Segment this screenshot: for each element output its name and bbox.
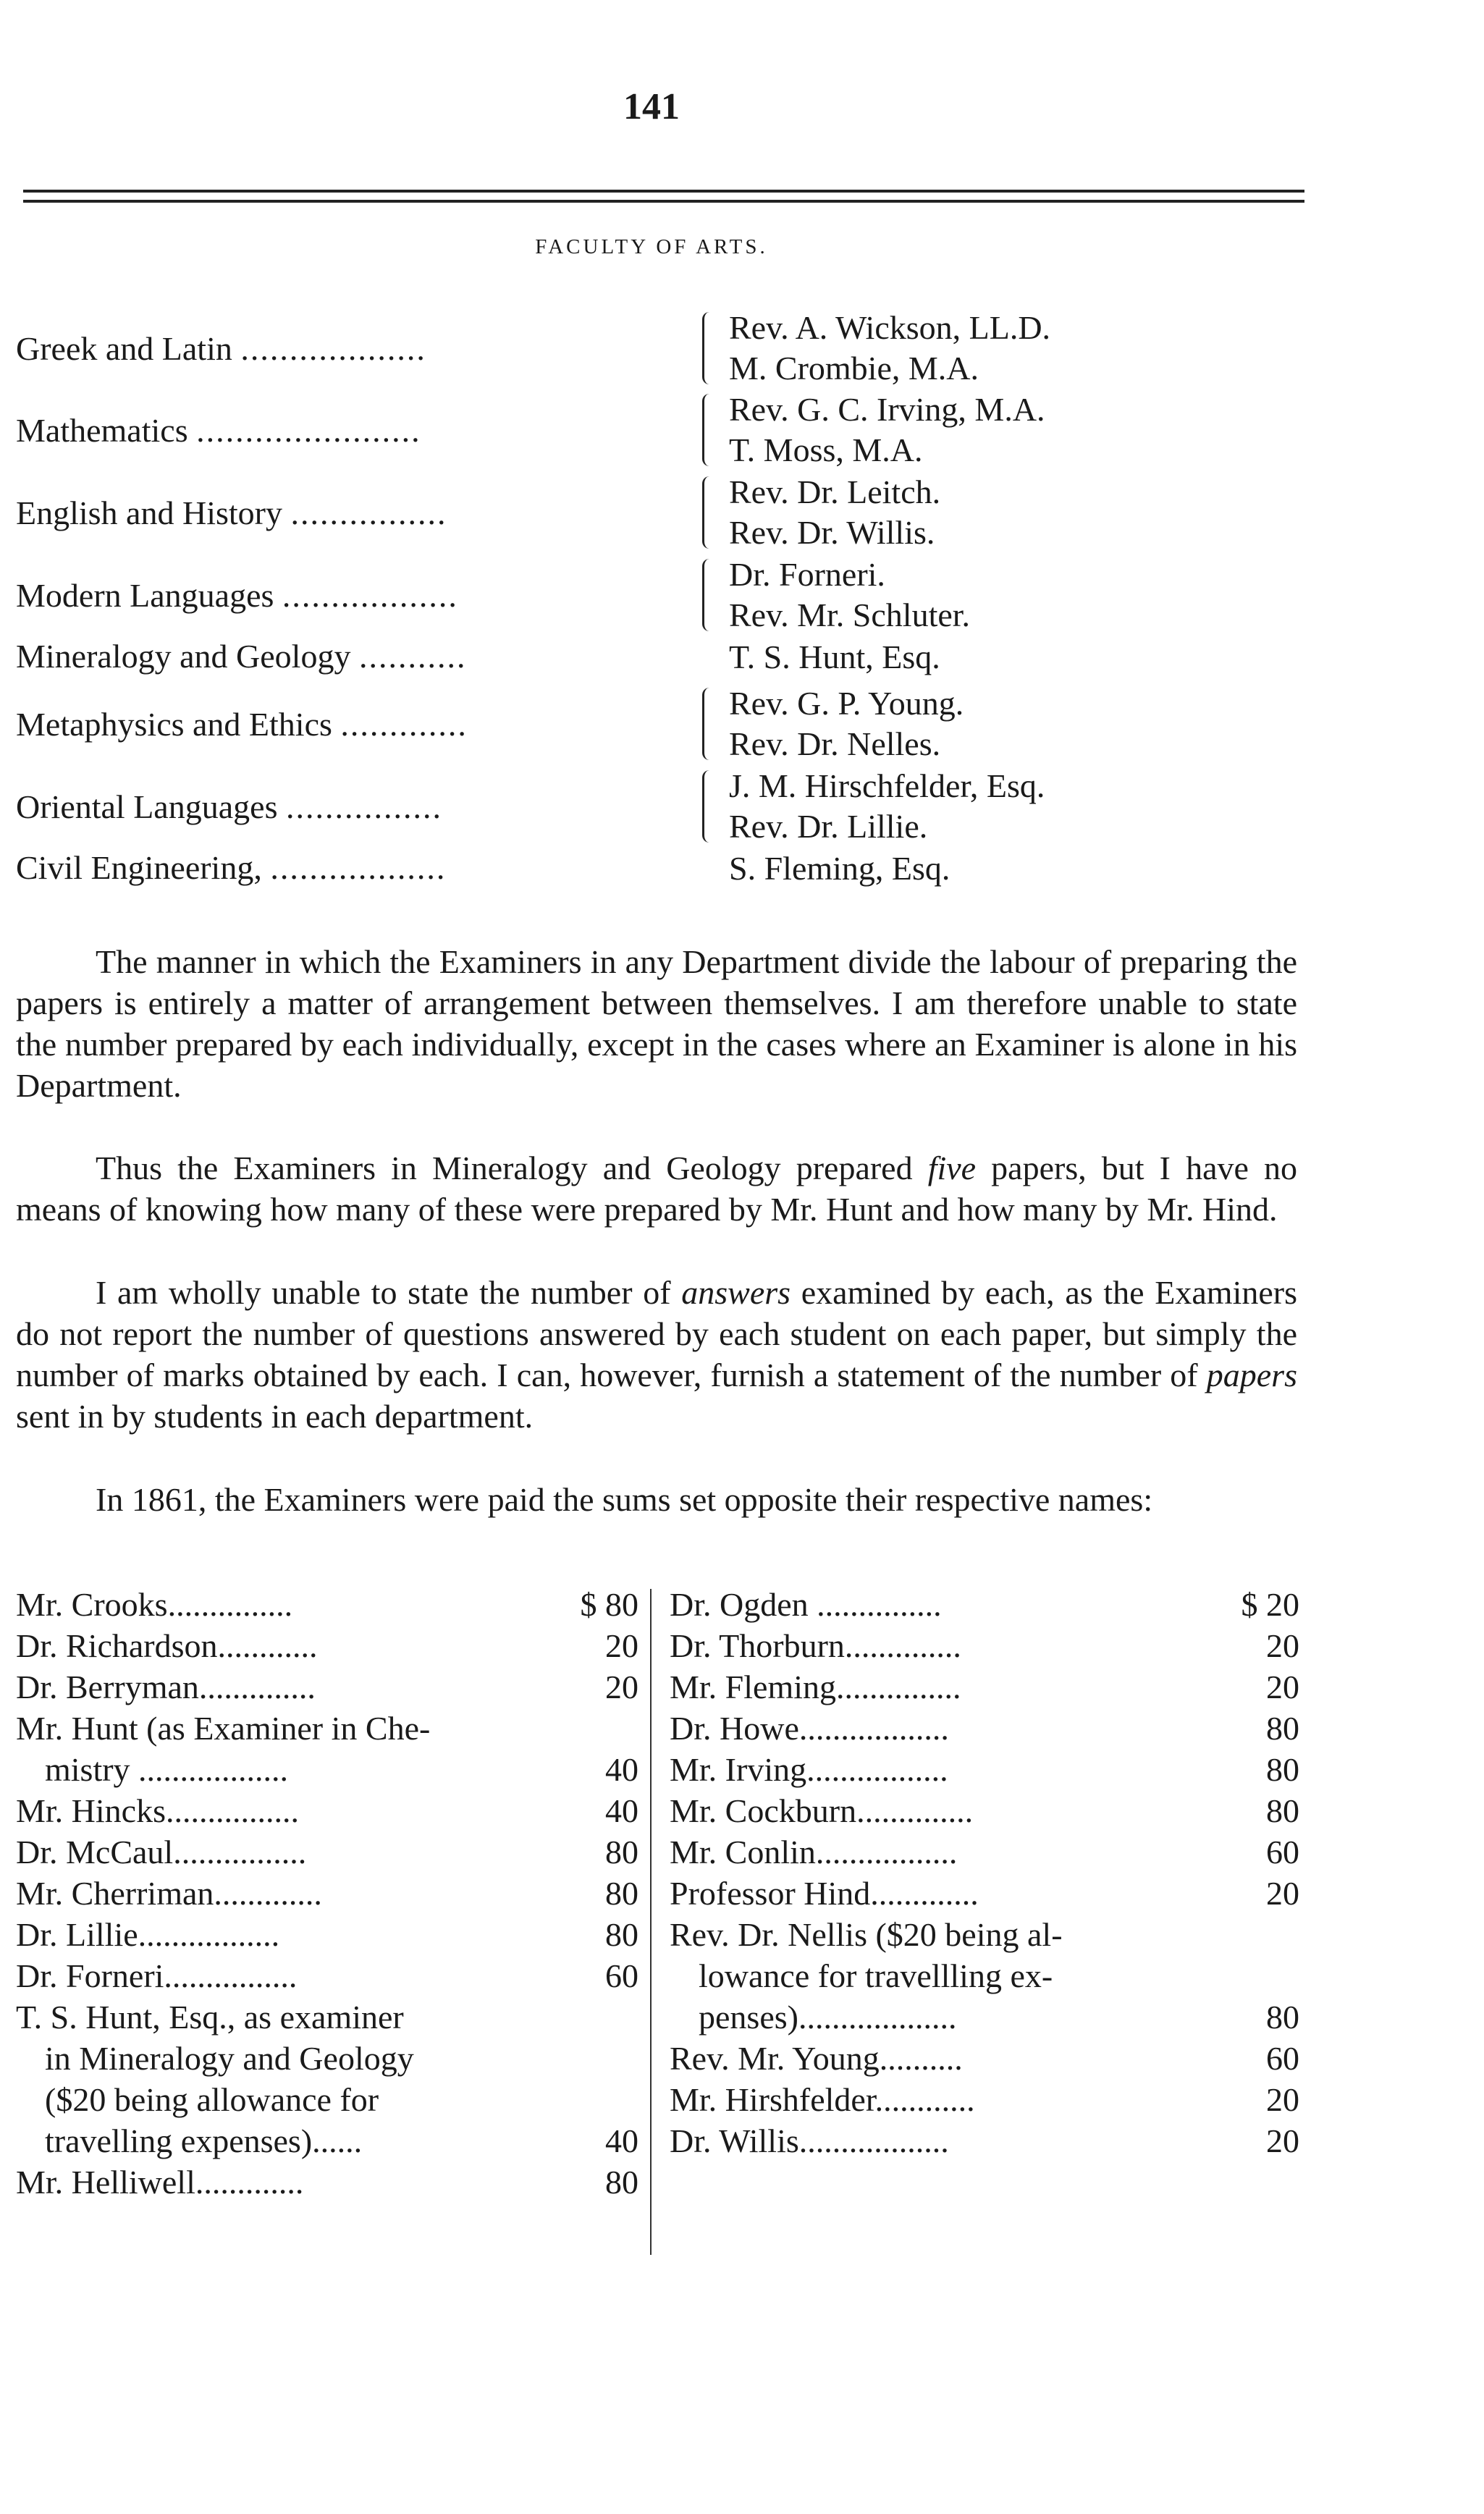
payment-amount: 20 [1266,2122,1299,2159]
payment-row [16,1790,638,1831]
payment-row [16,1955,638,1996]
page-number: 141 [623,86,680,127]
payment-amount: 60 [605,1957,638,1994]
payment-row [670,1625,1299,1666]
faculty-examiners [729,637,940,678]
payee-name: mistry .................. [45,1751,289,1788]
payment-amount: $ 20 [1241,1586,1299,1623]
payment-row [670,1790,1299,1831]
examiner-name: Dr. Forneri. [729,556,885,593]
payment-amount: 40 [605,2122,638,2159]
payment-row [670,1666,1299,1708]
payment-row [16,1914,638,1955]
payee-name: ($20 being allowance for [45,2081,379,2118]
faculty-subject: English and History ................ [16,494,447,531]
payee-name: Professor Hind............. [670,1875,979,1912]
payment-row [670,2079,1299,2120]
payment-row [16,1625,638,1666]
examiner-name: T. S. Hunt, Esq. [729,638,940,675]
payment-row [16,1666,638,1708]
payment-amount: 80 [1266,1710,1299,1747]
payment-row [16,2161,638,2203]
payment-amount: 20 [605,1627,638,1664]
payee-name: T. S. Hunt, Esq., as examiner [16,1999,404,2036]
payee-name: Mr. Fleming............... [670,1669,961,1705]
payment-amount: 80 [605,1916,638,1953]
payee-name: Mr. Cockburn.............. [670,1792,974,1829]
payment-row [670,1708,1299,1749]
examiner-name: Rev. A. Wickson, LL.D. [729,309,1051,346]
payee-name: Mr. Crooks............... [16,1586,293,1623]
paragraph: Thus the Examiners in Mineralogy and Geology prepared five papers, but I have no means of knowing how many of these were prepared by Mr. Hunt and how many by Mr. Hind. [16,1150,1297,1228]
payee-name: travelling expenses)...... [45,2122,363,2159]
payment-row [670,1831,1299,1873]
paragraph: I am wholly unable to state the number of answers examined by each, as the Examiners do not report the number of questions answered by each student on each paper, but simply the number of marks obtained by each. I can, however, furnish a statement of the number of papers sent in by students in each department. [16,1274,1297,1435]
examiner-name: T. Moss, M.A. [729,431,923,468]
payment-row [16,1831,638,1873]
examiner-name: Rev. Dr. Nelles. [729,725,941,762]
payment-amount: 80 [1266,1792,1299,1829]
examiner-name: M. Crombie, M.A. [729,350,979,387]
payment-amount: $ 80 [580,1586,638,1623]
payee-name: Rev. Mr. Young.......... [670,2040,963,2077]
payee-name: Dr. Ogden ............... [670,1586,942,1623]
payee-name: in Mineralogy and Geology [45,2040,414,2077]
payee-name: Dr. Forneri................ [16,1957,298,1994]
faculty-subject: Mineralogy and Geology ........... [16,638,467,675]
payee-name: Dr. Lillie................. [16,1916,280,1953]
faculty-subject: Mathematics ....................... [16,412,421,449]
payee-name: Mr. Hunt (as Examiner in Che- [16,1710,431,1747]
header-rule-bottom [23,200,1304,203]
faculty-subject: Metaphysics and Ethics ............. [16,706,468,743]
payments-left-column [16,1584,638,2203]
payee-name: Rev. Dr. Nellis ($20 being al- [670,1916,1063,1953]
payee-name: Dr. Willis.................. [670,2122,949,2159]
payment-row [670,2038,1299,2079]
payment-row [670,1749,1299,1790]
brace [702,394,714,466]
faculty-subject: Greek and Latin ................... [16,330,426,367]
payment-amount: 20 [605,1669,638,1705]
payment-row [16,2038,638,2079]
payment-amount: 80 [605,2164,638,2201]
payee-name: Dr. Richardson............ [16,1627,318,1664]
payment-row [16,1708,638,1749]
payment-amount: 80 [1266,1751,1299,1788]
faculty-examiners [729,308,1050,389]
payment-row [670,1914,1299,1955]
paragraph: In 1861, the Examiners were paid the sums set opposite their respective names: [96,1481,1153,1518]
examiner-name: Rev. G. P. Young. [729,685,964,722]
brace [702,312,714,384]
payee-name: Dr. Thorburn.............. [670,1627,961,1664]
payment-amount: 40 [605,1792,638,1829]
payment-row [670,1996,1299,2038]
payment-amount: 20 [1266,1627,1299,1664]
payment-row [16,2120,638,2161]
payment-row [670,1873,1299,1914]
brace [702,559,714,631]
payment-row [16,2079,638,2120]
payment-amount: 60 [1266,2040,1299,2077]
faculty-examiners [729,389,1045,471]
payee-name: Mr. Irving................. [670,1751,948,1788]
examiner-name: Rev. Dr. Lillie. [729,808,928,845]
examiner-name: Rev. Dr. Leitch. [729,473,941,510]
payee-name: Mr. Hirshfelder............ [670,2081,975,2118]
payee-name: Mr. Helliwell............. [16,2164,304,2201]
payment-row [16,1873,638,1914]
faculty-examiners [729,472,940,553]
examiner-name: Rev. Dr. Willis. [729,514,935,551]
payee-name: Dr. Berryman.............. [16,1669,316,1705]
payee-name: Mr. Conlin................. [670,1834,958,1870]
examiner-name: Rev. G. C. Irving, M.A. [729,391,1045,428]
faculty-subject: Civil Engineering, .................. [16,849,447,886]
payment-row [670,1584,1299,1625]
examiner-name: J. M. Hirschfelder, Esq. [729,767,1045,804]
paragraph: The manner in which the Examiners in any Department divide the labour of preparing the papers is entirely a matter of arrangement between themselves. I am therefore unable to state the number prepared by each individually, except in the cases where an Examiner is alone in his Department. [16,943,1297,1104]
faculty-subject: Modern Languages .................. [16,577,458,614]
payment-row [670,2120,1299,2161]
payment-amount: 80 [605,1875,638,1912]
header-rule-top [23,190,1304,193]
payee-name: Mr. Hincks................ [16,1792,299,1829]
faculty-examiners [729,766,1045,847]
payee-name: Dr. McCaul................ [16,1834,307,1870]
payee-name: Dr. Howe.................. [670,1710,949,1747]
payment-amount: 80 [605,1834,638,1870]
payment-amount: 60 [1266,1834,1299,1870]
payment-amount: 40 [605,1751,638,1788]
section-heading: FACULTY OF ARTS. [535,235,768,258]
faculty-examiners [729,554,970,636]
payment-row [16,1749,638,1790]
payee-name: penses)................... [699,1999,957,2036]
payment-amount: 80 [1266,1999,1299,2036]
examiner-name: Rev. Mr. Schluter. [729,596,971,633]
payee-name: lowance for travellling ex- [699,1957,1053,1994]
brace [702,770,714,843]
faculty-examiners [729,683,964,764]
brace [702,688,714,760]
faculty-examiners [729,848,950,889]
payee-name: Mr. Cherriman............. [16,1875,322,1912]
column-divider [650,1589,652,2255]
payment-amount: 20 [1266,2081,1299,2118]
payment-amount: 20 [1266,1669,1299,1705]
payment-row [16,1584,638,1625]
payment-amount: 20 [1266,1875,1299,1912]
brace [702,476,714,549]
payment-row [16,1996,638,2038]
payment-row [670,1955,1299,1996]
payments-right-column [670,1584,1299,2161]
faculty-subject: Oriental Languages ................ [16,788,442,825]
examiner-name: S. Fleming, Esq. [729,850,950,887]
